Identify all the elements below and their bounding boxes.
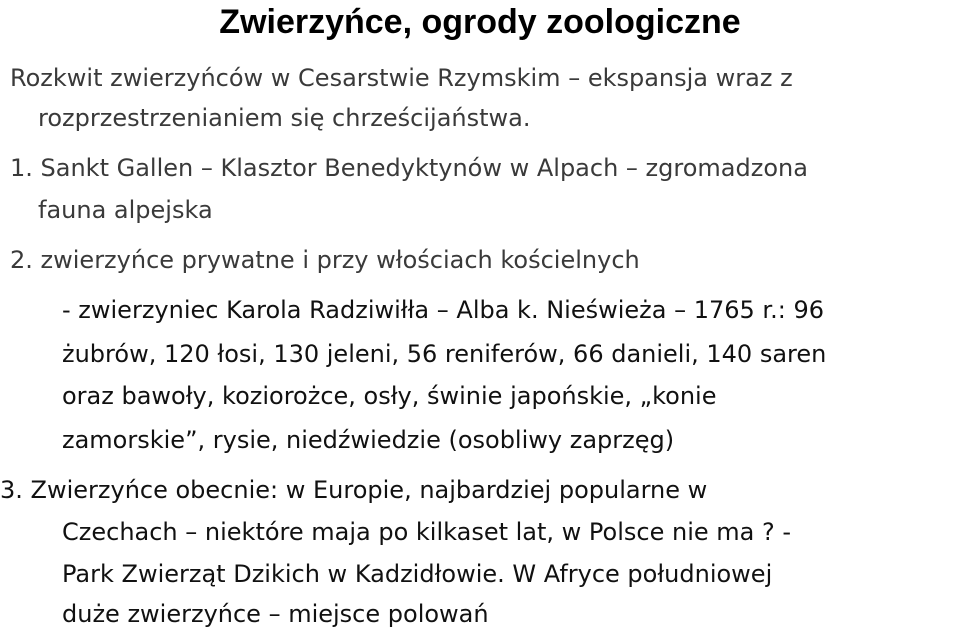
paragraph-intro-line-1: Rozkwit zwierzyńców w Cesarstwie Rzymskim – ekspansja wraz z — [10, 64, 793, 92]
list-item-3-line-2: Czechach – niektóre maja po kilkaset lat, w Polsce nie ma ? - — [62, 518, 792, 546]
paragraph-intro-line-2: rozprzestrzenianiem się chrześcijaństwa. — [38, 104, 531, 132]
list-item-1-line-2: fauna alpejska — [38, 196, 213, 224]
list-item-3-line-1: 3. Zwierzyńce obecnie: w Europie, najbardziej popularne w — [0, 476, 708, 504]
radziwill-zoo-line-2: żubrów, 120 łosi, 130 jeleni, 56 reniferów, 66 danieli, 140 saren — [62, 340, 827, 368]
list-item-2: 2. zwierzyńce prywatne i przy włościach kościelnych — [10, 246, 640, 274]
list-item-1-line-1: 1. Sankt Gallen – Klasztor Benedyktynów w Alpach – zgromadzona — [10, 154, 808, 182]
radziwill-zoo-line-4: zamorskie”, rysie, niedźwiedzie (osobliwy zaprzęg) — [62, 426, 675, 454]
radziwill-zoo-line-1: - zwierzyniec Karola Radziwiłła – Alba k. Nieświeża – 1765 r.: 96 — [62, 296, 824, 324]
list-item-3-line-4: duże zwierzyńce – miejsce polowań — [62, 600, 489, 628]
radziwill-zoo-line-3: oraz bawoły, koziorożce, osły, świnie japońskie, „konie — [62, 382, 717, 410]
list-item-3-line-3: Park Zwierząt Dzikich w Kadzidłowie. W Afryce południowej — [62, 560, 773, 588]
slide-title: Zwierzyńce, ogrody zoologiczne — [219, 3, 741, 41]
